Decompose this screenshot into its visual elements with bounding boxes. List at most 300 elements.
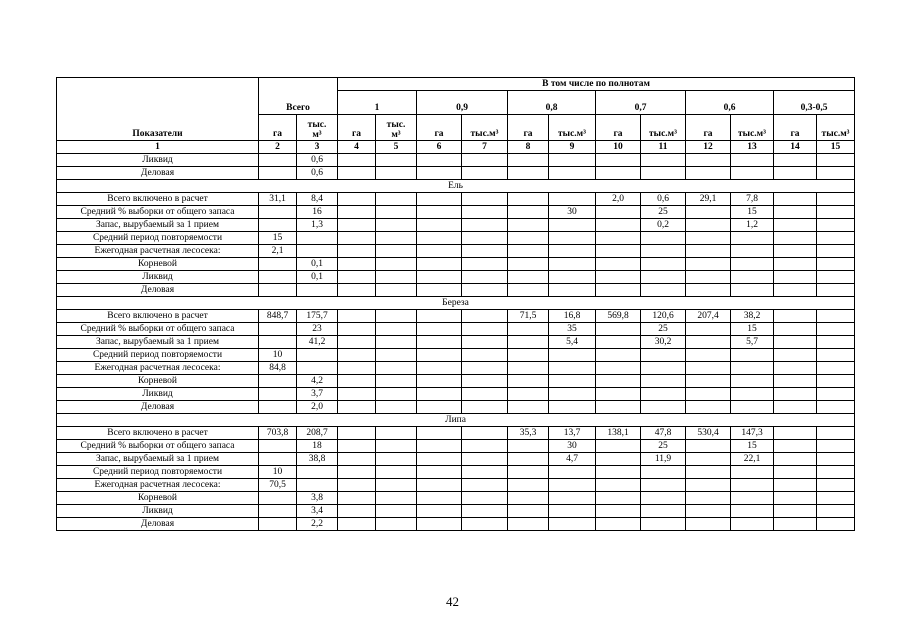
table-cell: 8,4	[297, 193, 338, 206]
density5-unit-ga: га	[686, 115, 731, 141]
table-cell	[686, 518, 731, 531]
table-cell	[774, 206, 817, 219]
table-cell: 4,2	[297, 375, 338, 388]
table-cell	[462, 310, 508, 323]
column-number: 1	[57, 141, 259, 154]
table-cell	[417, 453, 462, 466]
column-number: 12	[686, 141, 731, 154]
table-cell	[417, 349, 462, 362]
table-cell	[376, 232, 417, 245]
table-cell	[549, 388, 596, 401]
table-cell	[549, 466, 596, 479]
table-cell	[338, 362, 376, 375]
table-cell	[817, 154, 855, 167]
table-cell	[338, 375, 376, 388]
table-cell	[508, 466, 549, 479]
table-cell: 38,2	[731, 310, 774, 323]
table-cell: 3,4	[297, 505, 338, 518]
table-cell	[376, 427, 417, 440]
table-cell	[774, 336, 817, 349]
table-row	[57, 284, 855, 297]
row-label: Деловая	[57, 518, 259, 531]
table-cell	[259, 154, 297, 167]
column-number: 14	[774, 141, 817, 154]
table-cell	[376, 323, 417, 336]
table-cell	[508, 453, 549, 466]
table-cell	[817, 245, 855, 258]
table-cell	[686, 323, 731, 336]
table-cell	[462, 323, 508, 336]
table-cell	[376, 284, 417, 297]
table-cell	[731, 505, 774, 518]
density-header-6: 0,3-0,5	[774, 91, 855, 115]
table-cell	[774, 362, 817, 375]
table-row	[57, 193, 855, 206]
density1-unit-ga: га	[338, 115, 376, 141]
table-cell	[259, 284, 297, 297]
table-cell	[596, 154, 641, 167]
table-cell: 38,8	[297, 453, 338, 466]
table-cell	[462, 466, 508, 479]
table-cell	[462, 362, 508, 375]
row-label: Ежегодная расчетная лесосека:	[57, 479, 259, 492]
table-cell	[686, 167, 731, 180]
column-number: 6	[417, 141, 462, 154]
table-cell	[462, 271, 508, 284]
table-cell	[338, 336, 376, 349]
table-cell	[376, 362, 417, 375]
table-cell: 25	[641, 206, 686, 219]
table-cell	[376, 518, 417, 531]
table-cell	[508, 336, 549, 349]
table-cell	[376, 206, 417, 219]
density-header-2: 0,9	[417, 91, 508, 115]
table-cell	[338, 466, 376, 479]
table-cell: 175,7	[297, 310, 338, 323]
density2-unit-volume: тыс.м³	[462, 115, 508, 141]
table-row	[57, 479, 855, 492]
table-cell: 3,8	[297, 492, 338, 505]
table-cell	[774, 401, 817, 414]
table-cell	[508, 258, 549, 271]
row-label: Деловая	[57, 401, 259, 414]
table-cell	[596, 284, 641, 297]
table-cell	[596, 206, 641, 219]
species-section-title: Береза	[57, 297, 855, 310]
table-cell	[462, 427, 508, 440]
table-cell	[338, 193, 376, 206]
table-cell	[596, 349, 641, 362]
table-cell	[549, 518, 596, 531]
table-cell	[338, 284, 376, 297]
table-cell	[596, 453, 641, 466]
table-cell	[774, 349, 817, 362]
table-row	[57, 245, 855, 258]
table-cell: 25	[641, 440, 686, 453]
table-cell	[774, 154, 817, 167]
table-cell	[596, 466, 641, 479]
table-cell	[462, 193, 508, 206]
table-cell: 15	[259, 232, 297, 245]
table-cell	[338, 453, 376, 466]
table-cell	[338, 401, 376, 414]
table-cell	[338, 232, 376, 245]
table-cell	[641, 362, 686, 375]
table-cell	[596, 505, 641, 518]
table-cell	[462, 284, 508, 297]
indicators-header: Показатели	[57, 78, 259, 141]
table-cell	[596, 479, 641, 492]
table-cell	[338, 271, 376, 284]
table-cell	[338, 219, 376, 232]
table-cell	[731, 284, 774, 297]
table-cell	[417, 505, 462, 518]
table-cell	[508, 245, 549, 258]
table-cell	[596, 258, 641, 271]
table-cell: 208,7	[297, 427, 338, 440]
table-cell	[338, 245, 376, 258]
table-cell	[417, 271, 462, 284]
table-cell	[641, 466, 686, 479]
table-cell: 2,0	[596, 193, 641, 206]
table-row	[57, 232, 855, 245]
table-cell	[417, 323, 462, 336]
table-cell	[549, 349, 596, 362]
table-cell	[731, 375, 774, 388]
table-cell	[817, 193, 855, 206]
table-cell	[297, 284, 338, 297]
table-cell	[549, 245, 596, 258]
table-cell: 703,8	[259, 427, 297, 440]
table-cell	[641, 505, 686, 518]
table-row	[57, 336, 855, 349]
table-cell	[338, 154, 376, 167]
table-cell	[817, 336, 855, 349]
table-cell	[417, 245, 462, 258]
total-unit-volume: тыс. м³	[297, 115, 338, 141]
table-cell	[417, 518, 462, 531]
table-cell	[259, 453, 297, 466]
table-cell	[817, 518, 855, 531]
table-cell	[686, 440, 731, 453]
table-cell	[417, 401, 462, 414]
table-cell: 30	[549, 206, 596, 219]
table-cell	[549, 284, 596, 297]
table-cell	[417, 427, 462, 440]
table-cell: 5,7	[731, 336, 774, 349]
table-cell	[338, 310, 376, 323]
table-cell	[417, 388, 462, 401]
table-row	[57, 258, 855, 271]
forest-calculation-table	[56, 77, 855, 531]
table-cell	[817, 401, 855, 414]
table-cell	[259, 518, 297, 531]
table-cell	[417, 193, 462, 206]
table-cell	[774, 427, 817, 440]
table-cell	[641, 167, 686, 180]
table-cell: 30,2	[641, 336, 686, 349]
table-cell	[549, 492, 596, 505]
table-cell	[376, 492, 417, 505]
column-number: 13	[731, 141, 774, 154]
table-cell	[259, 323, 297, 336]
table-cell	[338, 388, 376, 401]
table-cell	[774, 518, 817, 531]
table-cell	[417, 232, 462, 245]
table-cell	[338, 427, 376, 440]
table-cell	[338, 492, 376, 505]
table-cell: 4,7	[549, 453, 596, 466]
table-cell	[549, 258, 596, 271]
page-number: 42	[446, 594, 459, 609]
table-cell	[508, 440, 549, 453]
table-cell: 18	[297, 440, 338, 453]
table-cell	[297, 362, 338, 375]
table-cell	[259, 401, 297, 414]
table-row	[57, 310, 855, 323]
table-cell	[462, 453, 508, 466]
table-cell	[338, 518, 376, 531]
table-cell	[774, 219, 817, 232]
table-row	[57, 518, 855, 531]
table-cell	[259, 375, 297, 388]
table-row	[57, 167, 855, 180]
table-cell: 29,1	[686, 193, 731, 206]
row-label: Корневой	[57, 375, 259, 388]
table-cell	[376, 245, 417, 258]
table-cell	[686, 219, 731, 232]
table-cell	[817, 492, 855, 505]
table-cell	[508, 219, 549, 232]
table-cell	[774, 245, 817, 258]
table-cell	[462, 518, 508, 531]
table-cell	[817, 258, 855, 271]
table-cell	[462, 388, 508, 401]
table-cell	[508, 505, 549, 518]
row-label: Средний % выборки от общего запаса	[57, 440, 259, 453]
table-cell	[731, 362, 774, 375]
table-cell	[641, 284, 686, 297]
table-cell	[417, 258, 462, 271]
table-cell	[774, 440, 817, 453]
table-cell: 5,4	[549, 336, 596, 349]
table-cell	[817, 284, 855, 297]
table-cell	[731, 388, 774, 401]
table-cell	[596, 518, 641, 531]
species-section-row	[57, 180, 855, 193]
table-cell	[731, 492, 774, 505]
table-row	[57, 453, 855, 466]
column-numbers-row	[57, 141, 855, 154]
table-cell	[376, 505, 417, 518]
table-cell	[641, 349, 686, 362]
table-cell	[686, 479, 731, 492]
row-label: Средний период повторяемости	[57, 232, 259, 245]
table-cell	[686, 154, 731, 167]
table-cell	[686, 349, 731, 362]
table-cell	[462, 219, 508, 232]
row-label: Деловая	[57, 167, 259, 180]
table-cell	[417, 336, 462, 349]
table-cell	[774, 258, 817, 271]
table-cell	[774, 271, 817, 284]
table-cell	[641, 479, 686, 492]
table-cell	[731, 349, 774, 362]
table-cell	[462, 232, 508, 245]
table-cell	[549, 167, 596, 180]
table-row	[57, 505, 855, 518]
table-cell	[774, 492, 817, 505]
table-cell	[817, 440, 855, 453]
table-cell	[259, 440, 297, 453]
table-cell	[549, 401, 596, 414]
table-row	[57, 401, 855, 414]
table-cell	[259, 167, 297, 180]
table-cell	[817, 362, 855, 375]
table-cell: 530,4	[686, 427, 731, 440]
table-cell	[774, 388, 817, 401]
table-cell: 10	[259, 349, 297, 362]
table-cell	[462, 167, 508, 180]
table-cell: 0,1	[297, 271, 338, 284]
column-number: 9	[549, 141, 596, 154]
table-cell: 7,8	[731, 193, 774, 206]
table-cell	[731, 167, 774, 180]
table-cell	[376, 375, 417, 388]
table-cell	[376, 349, 417, 362]
table-cell: 2,1	[259, 245, 297, 258]
row-label: Средний % выборки от общего запаса	[57, 206, 259, 219]
table-cell: 13,7	[549, 427, 596, 440]
table-cell	[731, 479, 774, 492]
table-cell	[641, 518, 686, 531]
table-cell	[596, 362, 641, 375]
table-cell	[596, 323, 641, 336]
table-cell: 0,1	[297, 258, 338, 271]
table-cell	[508, 349, 549, 362]
table-cell	[731, 232, 774, 245]
table-cell	[686, 362, 731, 375]
table-row	[57, 271, 855, 284]
table-cell	[686, 375, 731, 388]
table-cell	[338, 323, 376, 336]
table-cell	[686, 401, 731, 414]
table-cell	[641, 232, 686, 245]
table-cell	[508, 206, 549, 219]
table-cell: 848,7	[259, 310, 297, 323]
density3-unit-volume: тыс.м³	[549, 115, 596, 141]
table-cell	[817, 479, 855, 492]
table-cell	[508, 362, 549, 375]
table-cell	[596, 375, 641, 388]
row-label: Деловая	[57, 284, 259, 297]
table-cell	[259, 219, 297, 232]
table-cell: 71,5	[508, 310, 549, 323]
table-cell	[596, 245, 641, 258]
density-group-header: В том числе по полнотам	[338, 78, 855, 91]
table-cell	[462, 401, 508, 414]
total-unit-ga: га	[259, 115, 297, 141]
table-cell	[508, 167, 549, 180]
table-cell: 10	[259, 466, 297, 479]
row-label: Запас, вырубаемый за 1 прием	[57, 453, 259, 466]
table-cell	[338, 258, 376, 271]
header-row-1	[57, 78, 855, 91]
table-cell: 15	[731, 206, 774, 219]
table-cell	[817, 219, 855, 232]
table-cell: 0,6	[297, 167, 338, 180]
table-cell	[508, 193, 549, 206]
row-label: Ежегодная расчетная лесосека:	[57, 362, 259, 375]
table-cell	[259, 206, 297, 219]
table-cell	[376, 466, 417, 479]
table-cell	[508, 479, 549, 492]
table-cell	[417, 310, 462, 323]
table-cell	[817, 505, 855, 518]
table-cell	[774, 479, 817, 492]
table-cell	[376, 310, 417, 323]
table-cell	[774, 167, 817, 180]
table-cell: 16,8	[549, 310, 596, 323]
table-cell	[462, 440, 508, 453]
table-cell	[774, 505, 817, 518]
table-cell	[686, 271, 731, 284]
table-cell	[641, 245, 686, 258]
table-cell	[338, 505, 376, 518]
table-cell	[817, 388, 855, 401]
table-cell	[376, 271, 417, 284]
table-cell	[376, 154, 417, 167]
table-cell: 1,3	[297, 219, 338, 232]
table-cell	[508, 271, 549, 284]
table-body	[57, 78, 855, 531]
row-label: Ликвид	[57, 271, 259, 284]
table-cell	[508, 323, 549, 336]
total-header: Всего	[259, 78, 338, 115]
table-cell	[508, 232, 549, 245]
table-cell	[297, 479, 338, 492]
table-cell: 47,8	[641, 427, 686, 440]
table-cell	[338, 440, 376, 453]
table-cell	[508, 375, 549, 388]
table-cell	[508, 388, 549, 401]
table-cell	[462, 479, 508, 492]
table-row	[57, 375, 855, 388]
table-cell: 23	[297, 323, 338, 336]
table-cell	[817, 271, 855, 284]
table-cell	[338, 167, 376, 180]
table-cell	[549, 154, 596, 167]
table-cell	[417, 284, 462, 297]
table-cell	[686, 232, 731, 245]
table-cell	[259, 505, 297, 518]
table-cell: 0,2	[641, 219, 686, 232]
table-cell	[817, 310, 855, 323]
density4-unit-ga: га	[596, 115, 641, 141]
table-cell	[774, 193, 817, 206]
table-cell: 11,9	[641, 453, 686, 466]
table-cell	[817, 323, 855, 336]
table-cell	[686, 336, 731, 349]
column-number: 4	[338, 141, 376, 154]
table-cell	[641, 401, 686, 414]
density6-unit-volume: тыс.м³	[817, 115, 855, 141]
table-cell: 138,1	[596, 427, 641, 440]
table-cell	[596, 232, 641, 245]
row-label: Всего включено в расчет	[57, 193, 259, 206]
density6-unit-ga: га	[774, 115, 817, 141]
table-cell	[417, 219, 462, 232]
